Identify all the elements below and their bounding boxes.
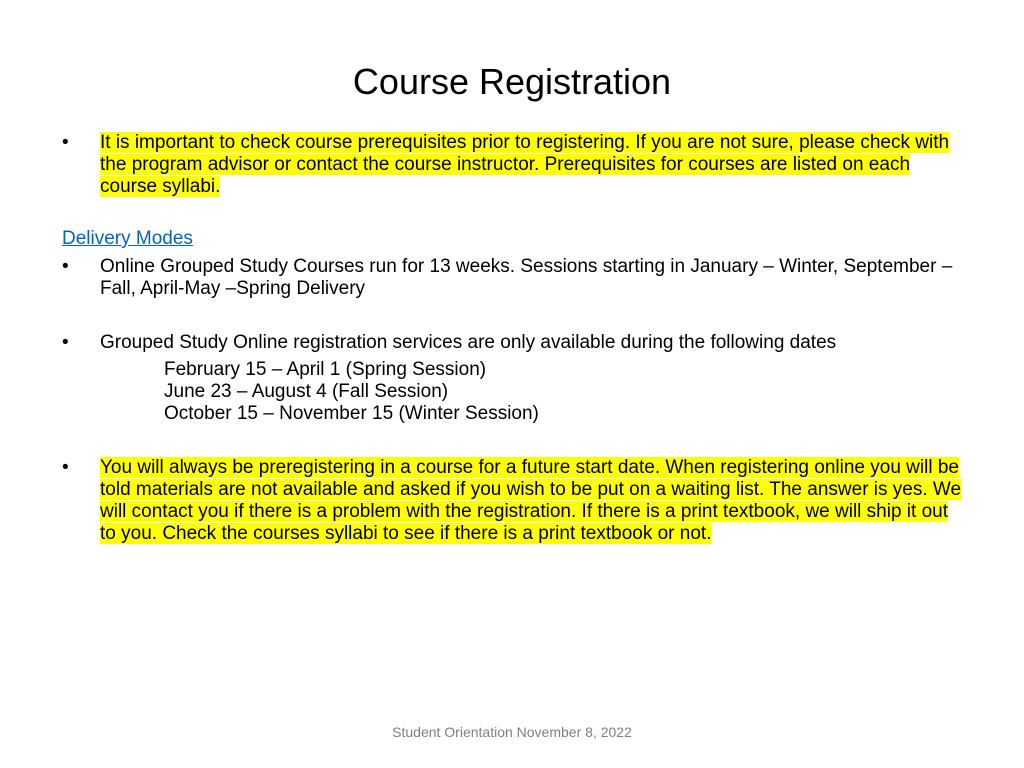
date-fall: June 23 – August 4 (Fall Session) [164,381,449,402]
bullet-dot-icon: • [62,332,69,353]
prerequisites-text: It is important to check course prerequisites prior to registering. If you are not sure, please check with the program advisor or contact the course instructor. Prerequisites for courses are listed on each course syllabi. [100,132,950,197]
delivery-modes-link[interactable] [62,228,962,250]
slide-footer: Student Orientation November 8, 2022 [392,724,632,740]
delivery-modes-link-text[interactable]: Delivery Modes [62,228,193,249]
bullet-registration-services [62,332,962,354]
bullet-dot-icon: • [62,256,69,277]
bullet-prerequisites [62,132,962,198]
bullet-online-study [62,256,962,300]
bullet-dot-icon: • [62,132,69,153]
online-study-text: Online Grouped Study Courses run for 13 weeks. Sessions starting in January – Winter, September – Fall, April-May –Spring Delivery [100,256,953,299]
bullet-preregistering [62,457,962,545]
preregistering-text: You will always be preregistering in a course for a future start date. When registering online you will be told materials are not available and asked if you wish to be put on a waiting list. The answer is yes. We will contact you if there is a problem with the registration. If there is a print textbook, we will ship it out to you. Check the courses syllabi to see if there is a print textbook or not. [100,457,962,544]
registration-dates [62,359,962,425]
date-spring: February 15 – April 1 (Spring Session) [164,359,487,380]
bullet-dot-icon: • [62,457,69,478]
slide-title: Course Registration [352,61,672,102]
slide-body [62,132,962,545]
date-winter: October 15 – November 15 (Winter Session) [164,403,539,424]
registration-services-text: Grouped Study Online registration services are only available during the following dates [100,332,837,353]
